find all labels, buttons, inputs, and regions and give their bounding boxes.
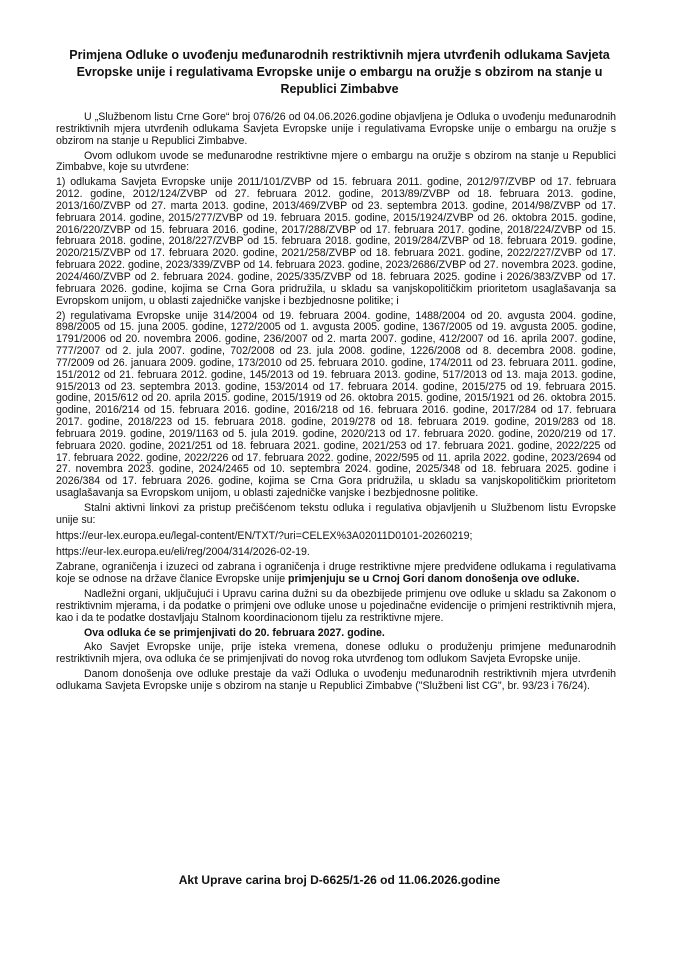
- document-body: [56, 112, 616, 696]
- list-item-council-decisions: 1) odlukama Savjeta Evropske unije 2011/101/ZVBP od 15. februara 2011. godine, 2012/97/ZVBP od 17. februara 2012. godine, 2012/124/ZVBP od 27. februara 2012. godine, 2013/89/ZVBP od 18. februara 2013. godine, 2013/160/ZVBP od 27. marta 2013. godine, 2013/469/ZVBP od 23. septembra 2013. godine, 2014/98/ZVBP od 17. februara 2014. godine, 2015/277/ZVBP od 19. februara 2015. godine, 2015/1924/ZVBP od 26. oktobra 2015. godine, 2016/220/ZVBP od 15. februara 2016. godine, 2017/288/ZVBP od 17. februara 2017. godine, 2018/224/ZVBP od 15. februara 2018. godine, 2018/227/ZVBP od 15. februara 2018. godine, 2019/284/ZVBP od 18. februara 2019. godine, 2020/215/ZVBP od 17. februara 2020. godine, 2021/258/ZVBP od 18. februara 2021. godine, 2022/227/ZVBP od 17. februara 2022. godine, 2023/339/ZVBP od 14. februara 2023. godine, 2023/2686/ZVBP od 27. novembra 2023. godine, 2024/460/ZVBP od 2. februara 2024. godine, 2025/335/ZVBP od 18. februara 2025. godine i 2026/383/ZVBP od 17. februara 2026. godine, kojima se Crna Gora pridružila, u skladu sa vanjskopolitičkim prioritetom usaglašavanja sa Evropskom unijom, u oblasti zajedničke vanjske i bezbjednosne politike; i: [56, 176, 616, 307]
- intro-paragraph: U „Službenom listu Crne Gore“ broj 076/26 od 04.06.2026.godine objavljena je Odluka o uvođenju međunarodnih restriktivnih mjera utvrđenih odlukama Savjeta Evropske unije i regulativama Evropske unije o embargu na oružje s obzirom na stanje u Republici Zimbabve.: [56, 111, 616, 147]
- document-title: Primjena Odluke o uvođenju međunarodnih restriktivnih mjera utvrđenih odlukama Savjeta Evropske unije i regulativama Evropske unije o embargu na oružje s obzirom na stanje u Republici Zimbabve: [69, 48, 610, 96]
- bans-paragraph: [56, 562, 616, 586]
- bans-bold-text: primjenjuju se u Crnoj Gori danom donošenja ove odluke.: [288, 573, 580, 586]
- eurlex-decision-link[interactable]: https://eur-lex.europa.eu/legal-content/EN/TXT/?uri=CELEX%3A02011D0101-20260219;: [56, 529, 473, 542]
- links-intro-paragraph: Stalni aktivni linkovi za pristup prečišćenom tekstu odluka i regulativa objavljenih u Službenom listu Evropske unije su:: [56, 502, 616, 526]
- bans-text: Zabrane, ograničenja i izuzeci od zabrana i ograničenja i druge restriktivne mjere predviđene odlukama i regulativama koje se odnose na države članice Evropske unije: [56, 561, 616, 586]
- document-footer: Akt Uprave carina broj D-6625/1-26 od 11.06.2026.godine: [178, 873, 501, 887]
- extension-paragraph: Ako Savjet Evropske unije, prije isteka vremena, donese odluku o produženju primjene međunarodnih restriktivnih mjera, ova odluka će se primjenjivati do novog roka utvrđenog tom odlukom Savjeta Evropske unije.: [56, 641, 616, 666]
- eurlex-regulation-link[interactable]: https://eur-lex.europa.eu/eli/reg/2004/314/2026-02-19.: [56, 545, 310, 558]
- measures-intro-paragraph: Ovom odlukom uvode se međunarodne restriktivne mjere o embargu na oružje s obzirom na stanje u Republici Zimbabve, koje su utvrđene:: [56, 149, 616, 174]
- validity-paragraph: Ova odluka će se primjenjivati do 20. februara 2027. godine.: [84, 626, 385, 639]
- authorities-paragraph: Nadležni organi, uključujući i Upravu carina dužni su da obezbijede primjenu ove odluke u skladu sa Zakonom o restriktivnim mjerama, i da podatke o primjeni ove odluke unose u pojedinačne evidencije o primjeni restriktivnih mjera, kao i da te podatke dostavljaju Stalnom koordinacionom tijelu za restriktivne mjere.: [56, 588, 616, 624]
- list-item-regulations: 2) regulativama Evropske unije 314/2004 od 19. februara 2004. godine, 1488/2004 od 20. avgusta 2004. godine, 898/2005 od 15. juna 2005. godine, 1272/2005 od 1. avgusta 2005. godine, 1367/2005 od 19. avgusta 2005. godine, 1791/2006 od 20. novembra 2006. godine, 236/2007 od 2. marta 2007. godine, 412/2007 od 16. aprila 2007. godine, 777/2007 od 2. jula 2007. godine, 702/2008 od 23. jula 2008. godine, 1226/2008 od 8. decembra 2008. godine, 77/2009 od 26. januara 2009. godine, 173/2010 od 25. februara 2010. godine, 174/2011 od 23. februara 2011. godine, 151/2012 od 21. februara 2012. godine, 145/2013 od 19. februara 2013. godine, 517/2013 od 13. maja 2013. godine, 915/2013 od 23. septembra 2013. godine, 153/2014 od 17. februara 2014. godine, 2015/275 od 19. februara 2015. godine, 2015/612 od 20. aprila 2015. godine, 2015/1919 od 26. oktobra 2015. godine, 2015/1921 od 26. oktobra 2015. godine, 2016/214 od 15. februara 2016. godine, 2016/218 od 16. februara 2016. godine, 2017/284 od 17. februara 2017. godine, 2018/223 od 15. februara 2018. godine, 2019/278 od 18. februara 2019. godine, 2019/283 od 18. februara 2019. godine, 2019/1163 od 5. jula 2019. godine, 2020/213 od 17. februara 2020. godine, 2020/219 od 17. februara 2020. godine, 2021/251 od 18. februara 2021. godine, 2021/253 od 17. februara 2021. godine, 2022/225 od 17. februara 2022. godine, 2022/226 od 17. februara 2022. godine, 2022/595 od 11. aprila 2022. godine, 2023/2694 od 27. novembra 2023. godine, 2024/2465 od 10. septembra 2024. godine, 2025/348 od 18. februara 2025. godine i 2026/384 od 17. februara 2026. godine, kojima se Crna Gora pridružila, u skladu sa vanjskopolitičkim prioritetom usaglašavanja sa Evropskom unijom, u oblasti zajedničke vanjske i bezbjednosne politike.: [56, 309, 616, 500]
- repeal-paragraph: Danom donošenja ove odluke prestaje da važi Odluka o uvođenju međunarodnih restriktivnih mjera utvrđenih odlukama Savjeta Evropske unije s obzirom na stanje u Republici Zimbabve ("Službeni list CG", br. 93/23 i 76/24).: [56, 668, 616, 692]
